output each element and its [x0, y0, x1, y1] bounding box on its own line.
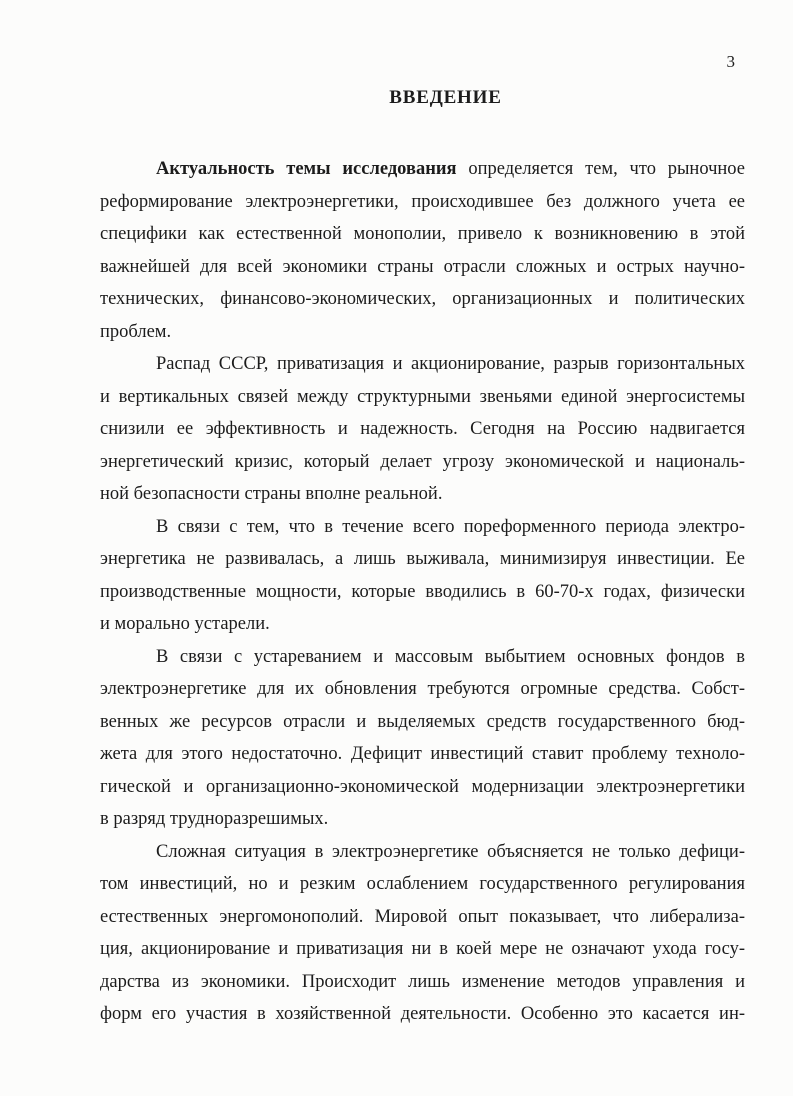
text-line: и морально устарели.	[100, 614, 270, 634]
page-number: 3	[726, 52, 735, 71]
text-line: В связи с тем, что в течение всего пореформенного периода электро-	[156, 516, 745, 537]
paragraph	[100, 153, 745, 348]
text-line: производственные мощности, которые вводились в 60-70-х годах, физически	[100, 581, 745, 602]
section-heading: ВВЕДЕНИЕ	[389, 87, 502, 108]
paragraph	[100, 641, 745, 836]
text-line: дарства из экономики. Происходит лишь изменение методов управления и	[100, 971, 745, 992]
text-line: в разряд трудноразрешимых.	[100, 809, 329, 829]
text-line: и вертикальных связей между структурными звеньями единой энергосистемы	[100, 386, 745, 407]
text-line: том инвестиций, но и резким ослаблением государственного регулирования	[100, 874, 745, 894]
text-line: проблем.	[100, 321, 172, 342]
text-line: специфики как естественной монополии, привело к возникновению в этой	[100, 224, 745, 244]
text-line: реформирование электроэнергетики, происходившее без должного учета ее	[100, 191, 745, 212]
text-line: Сложная ситуация в электроэнергетике объясняется не только дефици-	[156, 841, 745, 862]
text-body	[100, 153, 745, 1031]
text-line: технических, финансово-экономических, организационных и политических	[100, 289, 745, 309]
text-line: электроэнергетике для их обновления требуются огромные средства. Собст-	[100, 679, 745, 699]
bold-lead-phrase: Актуальность темы исследования	[156, 159, 457, 179]
text-line: ция, акционирование и приватизация ни в коей мере не означают ухода госу-	[100, 939, 745, 959]
text-line: энергетический кризис, который делает угрозу экономической и националь-	[100, 451, 745, 472]
paragraph	[100, 836, 745, 1031]
text-line: жета для этого недостаточно. Дефицит инвестиций ставит проблему техноло-	[100, 744, 745, 764]
text-line: естественных энергомонополий. Мировой опыт показывает, что либерализа-	[100, 906, 745, 927]
paragraph	[100, 511, 745, 641]
text-line: энергетика не развивалась, а лишь выживала, минимизируя инвестиции. Ее	[100, 549, 745, 569]
text-line: В связи с устареванием и массовым выбытием основных фондов в	[156, 646, 745, 667]
text-line: гической и организационно-экономической модернизации электроэнергетики	[100, 776, 745, 797]
text-line: венных же ресурсов отрасли и выделяемых средств государственного бюд-	[100, 711, 745, 732]
paragraph	[100, 348, 745, 511]
text-line: снизили ее эффективность и надежность. Сегодня на Россию надвигается	[100, 419, 745, 439]
text-line: Актуальность темы исследования определяется тем, что рыночное	[156, 159, 745, 179]
text-line: Распад СССР, приватизация и акционирование, разрыв горизонтальных	[156, 354, 745, 374]
text-line: ной безопасности страны вполне реальной.	[100, 484, 443, 504]
text-line: важнейшей для всей экономики страны отрасли сложных и острых научно-	[100, 256, 745, 277]
text-line: форм его участия в хозяйственной деятельности. Особенно это касается ин-	[100, 1004, 745, 1024]
